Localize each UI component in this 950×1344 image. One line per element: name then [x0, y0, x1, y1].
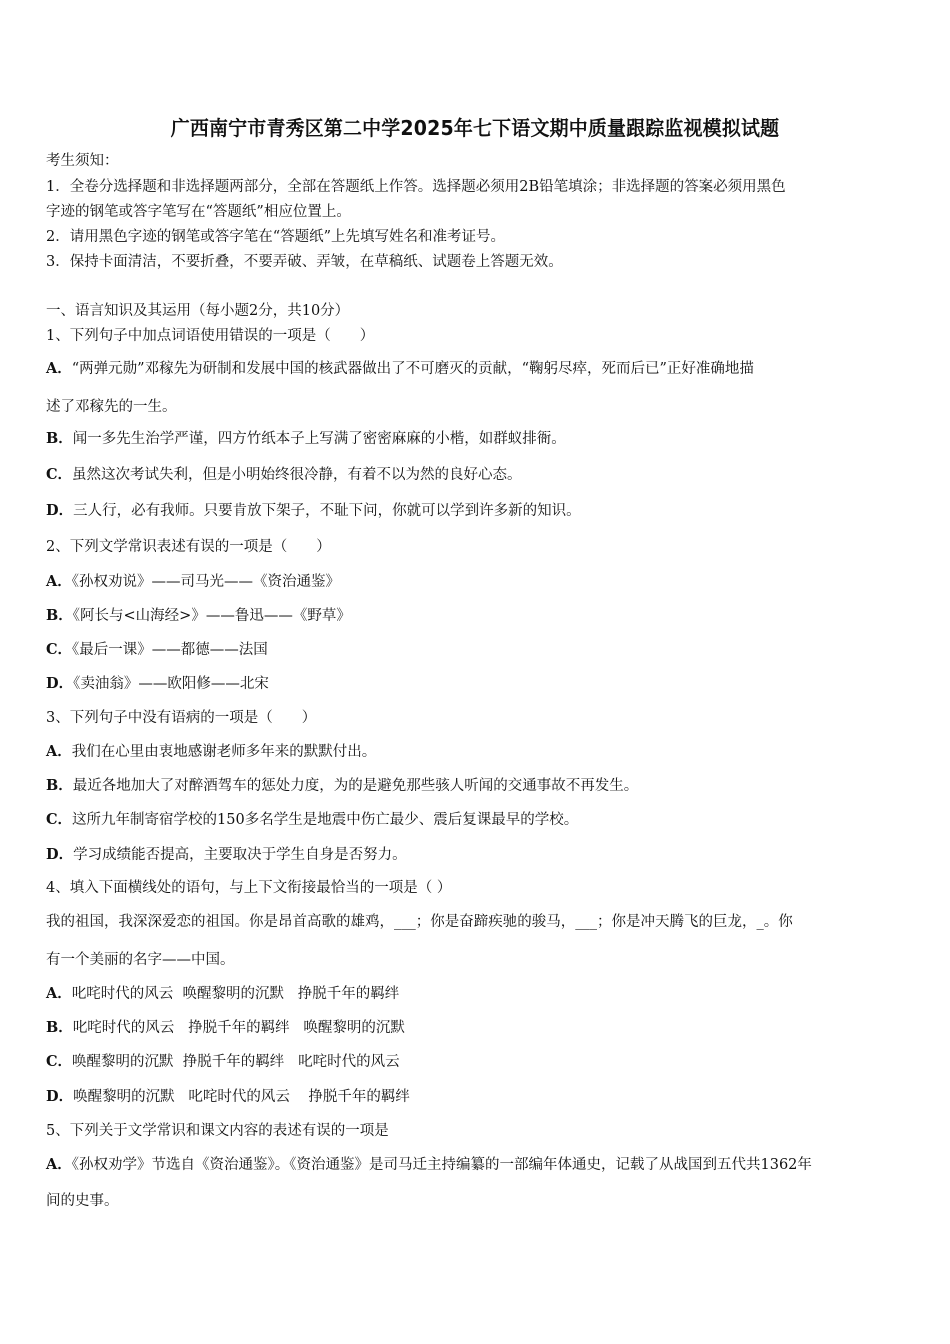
option-key: B．	[46, 1019, 73, 1036]
option-key: D．	[46, 675, 74, 692]
option-line	[46, 1087, 410, 1107]
section-heading: 一、语言知识及其运用（每小题2分，共10分）	[46, 303, 350, 319]
option-line	[46, 1018, 405, 1038]
notice-item: 字迹的钢笔或答字笔写在“答题纸”相应位置上。	[46, 204, 351, 220]
question-stem: 4、填入下面横线处的语句，与上下文衔接最恰当的一项是（ ）	[46, 880, 452, 896]
option-key: D．	[46, 1088, 74, 1105]
option-key: B．	[46, 777, 73, 794]
option-key: D．	[46, 502, 74, 519]
option-text: 《卖油翁》——欧阳修——北宋	[73, 676, 269, 692]
option-key: C．	[46, 1053, 73, 1070]
option-text: 叱咤时代的风云 挣脱千年的羁绊 唤醒黎明的沉默	[72, 1020, 405, 1036]
option-text: 《阿长与<山海经>》——鲁迅——《野草》	[72, 608, 351, 624]
option-key: C．	[46, 466, 73, 483]
option-line	[46, 984, 399, 1004]
option-key: A．	[46, 360, 72, 377]
option-line	[46, 429, 566, 449]
option-key: A．	[46, 1156, 72, 1173]
page-title: 广西南宁市青秀区第二中学2025年七下语文期中质量跟踪监视模拟试题	[170, 116, 780, 140]
option-text: 最近各地加大了对醉酒驾车的惩处力度，为的是避免那些骇人听闻的交通事故不再发生。	[72, 778, 639, 794]
option-line	[46, 1155, 812, 1175]
option-line	[46, 501, 581, 521]
option-key: A．	[46, 573, 72, 590]
option-text: 三人行，必有我师。只要肯放下架子，不耻下问，你就可以学到许多新的知识。	[73, 503, 581, 519]
passage-line: 有一个美丽的名字——中国。	[46, 952, 235, 968]
option-line	[46, 810, 578, 830]
option-key: C．	[46, 811, 73, 828]
option-line	[46, 742, 376, 762]
option-text: 《孙权劝说》——司马光——《资治通鉴》	[71, 574, 341, 590]
option-line	[46, 1052, 400, 1072]
option-line	[46, 776, 638, 796]
option-key: B．	[46, 607, 73, 624]
notice-item: 1．全卷分选择题和非选择题两部分，全部在答题纸上作答。选择题必须用2B铅笔填涂；非选择题的答案必须用黑色	[46, 179, 786, 195]
notice-item: 2．请用黑色字迹的钢笔或答字笔在“答题纸”上先填写姓名和准考证号。	[46, 229, 506, 245]
option-text: 闻一多先生治学严谨，四方竹纸本子上写满了密密麻麻的小楷，如群蚁排衙。	[72, 431, 566, 447]
option-key: C．	[46, 641, 73, 658]
option-text: 唤醒黎明的沉默 叱咤时代的风云 挣脱千年的羁绊	[73, 1089, 410, 1105]
option-line	[46, 572, 340, 592]
option-key: A．	[46, 743, 72, 760]
option-text: 叱咤时代的风云 唤醒黎明的沉默 挣脱千年的羁绊	[71, 986, 400, 1002]
option-line	[46, 845, 407, 865]
option-text: 我们在心里由衷地感谢老师多年来的默默付出。	[71, 744, 377, 760]
option-text: 《孙权劝学》节选自《资治通鉴》。《资治通鉴》是司马迁主持编纂的一部编年体通史，记载了从战国到五代共1362年	[71, 1157, 812, 1173]
question-stem: 3、下列句子中没有语病的一项是（ ）	[46, 710, 317, 726]
question-stem: 2、下列文学常识表述有误的一项是（ ）	[46, 539, 331, 555]
option-key: B．	[46, 430, 73, 447]
passage-line: 我的祖国，我深深爱恋的祖国。你是昂首高歌的雄鸡，___；你是奋蹄疾驰的骏马，___；你是冲天腾飞的巨龙，_。你	[46, 914, 793, 930]
option-continuation: 间的史事。	[46, 1193, 119, 1209]
question-stem: 5、下列关于文学常识和课文内容的表述有误的一项是	[46, 1123, 389, 1139]
notice-heading: 考生须知：	[46, 153, 119, 169]
option-text: 虽然这次考试失利，但是小明始终很冷静，有着不以为然的良好心态。	[72, 467, 522, 483]
option-line	[46, 640, 268, 660]
option-key: A．	[46, 985, 72, 1002]
option-key: D．	[46, 846, 74, 863]
option-line	[46, 359, 754, 379]
option-text: 这所九年制寄宿学校的150多名学生是地震中伤亡最少、震后复课最早的学校。	[72, 812, 579, 828]
option-line	[46, 674, 269, 694]
option-text: “两弹元勋”邓稼先为研制和发展中国的核武器做出了不可磨灭的贡献，“鞠躬尽瘁，死而后已”正好准确地描	[71, 361, 754, 377]
option-text: 唤醒黎明的沉默 挣脱千年的羁绊 叱咤时代的风云	[72, 1054, 400, 1070]
option-text: 《最后一课》——都德——法国	[72, 642, 268, 658]
option-line	[46, 606, 351, 626]
question-stem: 1、下列句子中加点词语使用错误的一项是（ ）	[46, 328, 375, 344]
option-continuation: 述了邓稼先的一生。	[46, 399, 177, 415]
option-text: 学习成绩能否提高，主要取决于学生自身是否努力。	[73, 847, 407, 863]
notice-item: 3．保持卡面清洁，不要折叠，不要弄破、弄皱，在草稿纸、试题卷上答题无效。	[46, 254, 563, 270]
option-line	[46, 465, 522, 485]
